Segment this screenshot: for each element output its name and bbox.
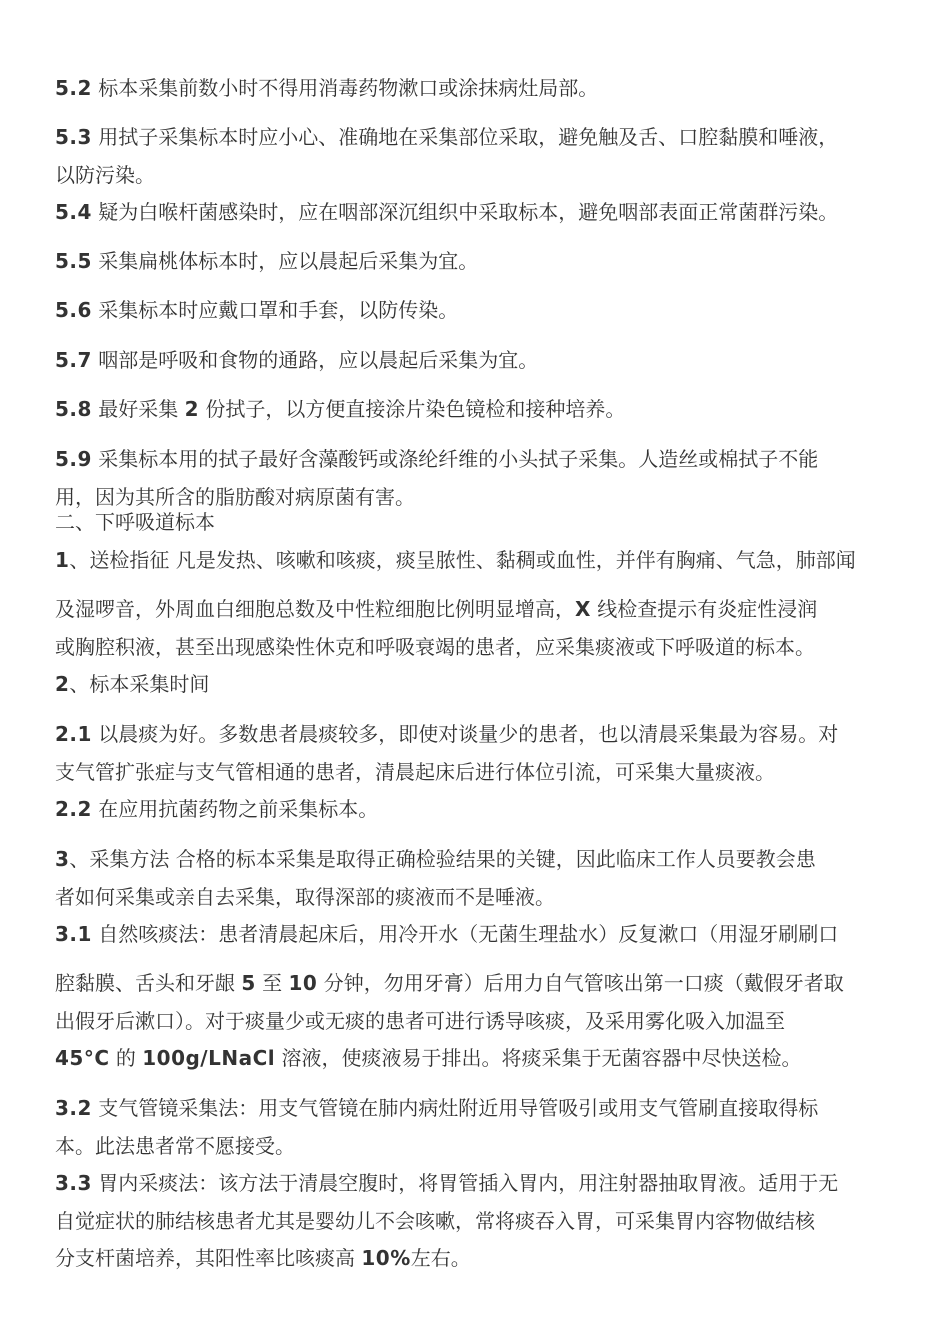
line-text: 最好采集 <box>91 397 185 421</box>
paragraph-5-9-cont <box>55 483 935 511</box>
paragraph-3-cont <box>55 883 935 911</box>
line-text: 采集扁桃体标本时，应以晨起后采集为宜。 <box>91 249 479 273</box>
line-text: 支气管镜采集法：用支气管镜在肺内病灶附近用导管吸引或用支气管刷直接取得标 <box>91 1096 819 1120</box>
item-number: 3.2 <box>55 1096 92 1120</box>
item-number: 2.2 <box>55 797 92 821</box>
line-text: 以晨痰为好。多数患者晨痰较多，即使对谈量少的患者，也以清晨采集最为容易。对 <box>91 722 839 746</box>
item-number: 5.5 <box>55 249 92 273</box>
inline-number: 45°C <box>55 1046 110 1070</box>
line-text: 份拭子，以方便直接涂片染色镜检和接种培养。 <box>199 397 626 421</box>
line-text: 至 <box>255 971 289 995</box>
paragraph-3-3-cont-2 <box>55 1244 935 1272</box>
line-text: 胃内采痰法：该方法于清晨空腹时，将胃管插入胃内，用注射器抽取胃液。适用于无 <box>91 1171 839 1195</box>
paragraph-3-3-cont-1 <box>55 1207 935 1235</box>
paragraph-5-6 <box>55 296 935 324</box>
paragraph-3-2-cont <box>55 1132 935 1160</box>
paragraph-5-4 <box>55 198 935 226</box>
line-text: 采集标本时应戴口罩和手套，以防传染。 <box>91 298 459 322</box>
line-text: 自然咳痰法：患者清晨起床后，用冷开水（无菌生理盐水）反复漱口（用湿牙刷刷口 <box>91 922 839 946</box>
line-text: 疑为白喉杆菌感染时，应在咽部深沉组织中采取标本，避免咽部表面正常菌群污染。 <box>91 200 839 224</box>
line-text: 用，因为其所含的脂肪酸对病原菌有害。 <box>55 485 415 509</box>
item-number: 5.9 <box>55 447 92 471</box>
item-number: 5.3 <box>55 125 92 149</box>
line-text: 、送检指征 凡是发热、咳嗽和咳痰，痰呈脓性、黏稠或血性，并伴有胸痛、气急，肺部闻 <box>69 548 856 572</box>
line-text: 采集标本用的拭子最好含藻酸钙或涤纶纤维的小头拭子采集。人造丝或棉拭子不能 <box>91 447 819 471</box>
paragraph-3-1 <box>55 920 935 948</box>
item-number: 3.1 <box>55 922 92 946</box>
line-text: 分支杆菌培养，其阳性率比咳痰高 <box>55 1246 362 1270</box>
heading-text: 二、下呼吸道标本 <box>55 510 215 534</box>
paragraph-2 <box>55 670 935 698</box>
inline-number: X <box>575 597 591 621</box>
inline-number: 100g/LNaCl <box>142 1046 276 1070</box>
item-number: 5.6 <box>55 298 92 322</box>
line-text: 的 <box>109 1046 143 1070</box>
line-text: 左右。 <box>410 1246 471 1270</box>
line-text: 分钟，勿用牙膏）后用力自气管咳出第一口痰（戴假牙者取 <box>317 971 844 995</box>
paragraph-5-5 <box>55 247 935 275</box>
item-number: 2.1 <box>55 722 92 746</box>
line-text: 用拭子采集标本时应小心、准确地在采集部位采取，避免触及舌、口腔黏膜和唾液， <box>91 125 839 149</box>
paragraph-3-2 <box>55 1094 935 1122</box>
paragraph-3-3 <box>55 1169 935 1197</box>
item-number: 3 <box>55 847 70 871</box>
line-text: 、标本采集时间 <box>69 672 210 696</box>
paragraph-1-cont-1 <box>55 595 935 623</box>
paragraph-3-1-cont-3 <box>55 1044 935 1072</box>
paragraph-2-2 <box>55 795 935 823</box>
inline-number: 5 <box>241 971 256 995</box>
line-text: 线检查提示有炎症性浸润 <box>590 597 818 621</box>
item-number: 5.8 <box>55 397 92 421</box>
line-text: 以防污染。 <box>55 163 155 187</box>
paragraph-5-3 <box>55 123 935 151</box>
line-text: 在应用抗菌药物之前采集标本。 <box>91 797 379 821</box>
line-text: 本。此法患者常不愿接受。 <box>55 1134 295 1158</box>
line-text: 出假牙后漱口）。对于痰量少或无痰的患者可进行诱导咳痰，及采用雾化吸入加温至 <box>55 1009 785 1033</box>
item-number: 2 <box>55 672 70 696</box>
item-number: 5.7 <box>55 348 92 372</box>
line-text: 咽部是呼吸和食物的通路，应以晨起后采集为宜。 <box>91 348 539 372</box>
paragraph-5-3-cont <box>55 161 935 189</box>
paragraph-5-8 <box>55 395 935 423</box>
paragraph-5-2 <box>55 74 935 102</box>
paragraph-3-1-cont-2 <box>55 1007 935 1035</box>
inline-number: 10 <box>288 971 318 995</box>
item-number: 5.2 <box>55 76 92 100</box>
line-text: 溶液，使痰液易于排出。将痰采集于无菌容器中尽快送检。 <box>275 1046 802 1070</box>
line-text: 或胸腔积液，甚至出现感染性休克和呼吸衰竭的患者，应采集痰液或下呼吸道的标本。 <box>55 635 815 659</box>
line-text: 自觉症状的肺结核患者尤其是婴幼儿不会咳嗽，常将痰吞入胃，可采集胃内容物做结核 <box>55 1209 815 1233</box>
line-text: 标本采集前数小时不得用消毒药物漱口或涂抹病灶局部。 <box>91 76 599 100</box>
inline-number: 10% <box>361 1246 411 1270</box>
paragraph-2-1 <box>55 720 935 748</box>
item-number: 5.4 <box>55 200 92 224</box>
paragraph-5-9 <box>55 445 935 473</box>
line-text: 者如何采集或亲自去采集，取得深部的痰液而不是唾液。 <box>55 885 555 909</box>
item-number: 1 <box>55 548 70 572</box>
line-text: 支气管扩张症与支气管相通的患者，清晨起床后进行体位引流，可采集大量痰液。 <box>55 760 775 784</box>
item-number: 3.3 <box>55 1171 92 1195</box>
paragraph-3 <box>55 845 935 873</box>
paragraph-3-1-cont-1 <box>55 969 935 997</box>
line-text: 及湿啰音，外周血白细胞总数及中性粒细胞比例明显增高， <box>55 597 575 621</box>
line-text: 、采集方法 合格的标本采集是取得正确检验结果的关键，因此临床工作人员要教会患 <box>69 847 816 871</box>
paragraph-5-7 <box>55 346 935 374</box>
paragraph-1 <box>55 546 935 574</box>
section-heading <box>55 508 935 536</box>
paragraph-1-cont-2 <box>55 633 935 661</box>
paragraph-2-1-cont <box>55 758 935 786</box>
line-text: 腔黏膜、舌头和牙龈 <box>55 971 242 995</box>
inline-number: 2 <box>184 397 200 421</box>
